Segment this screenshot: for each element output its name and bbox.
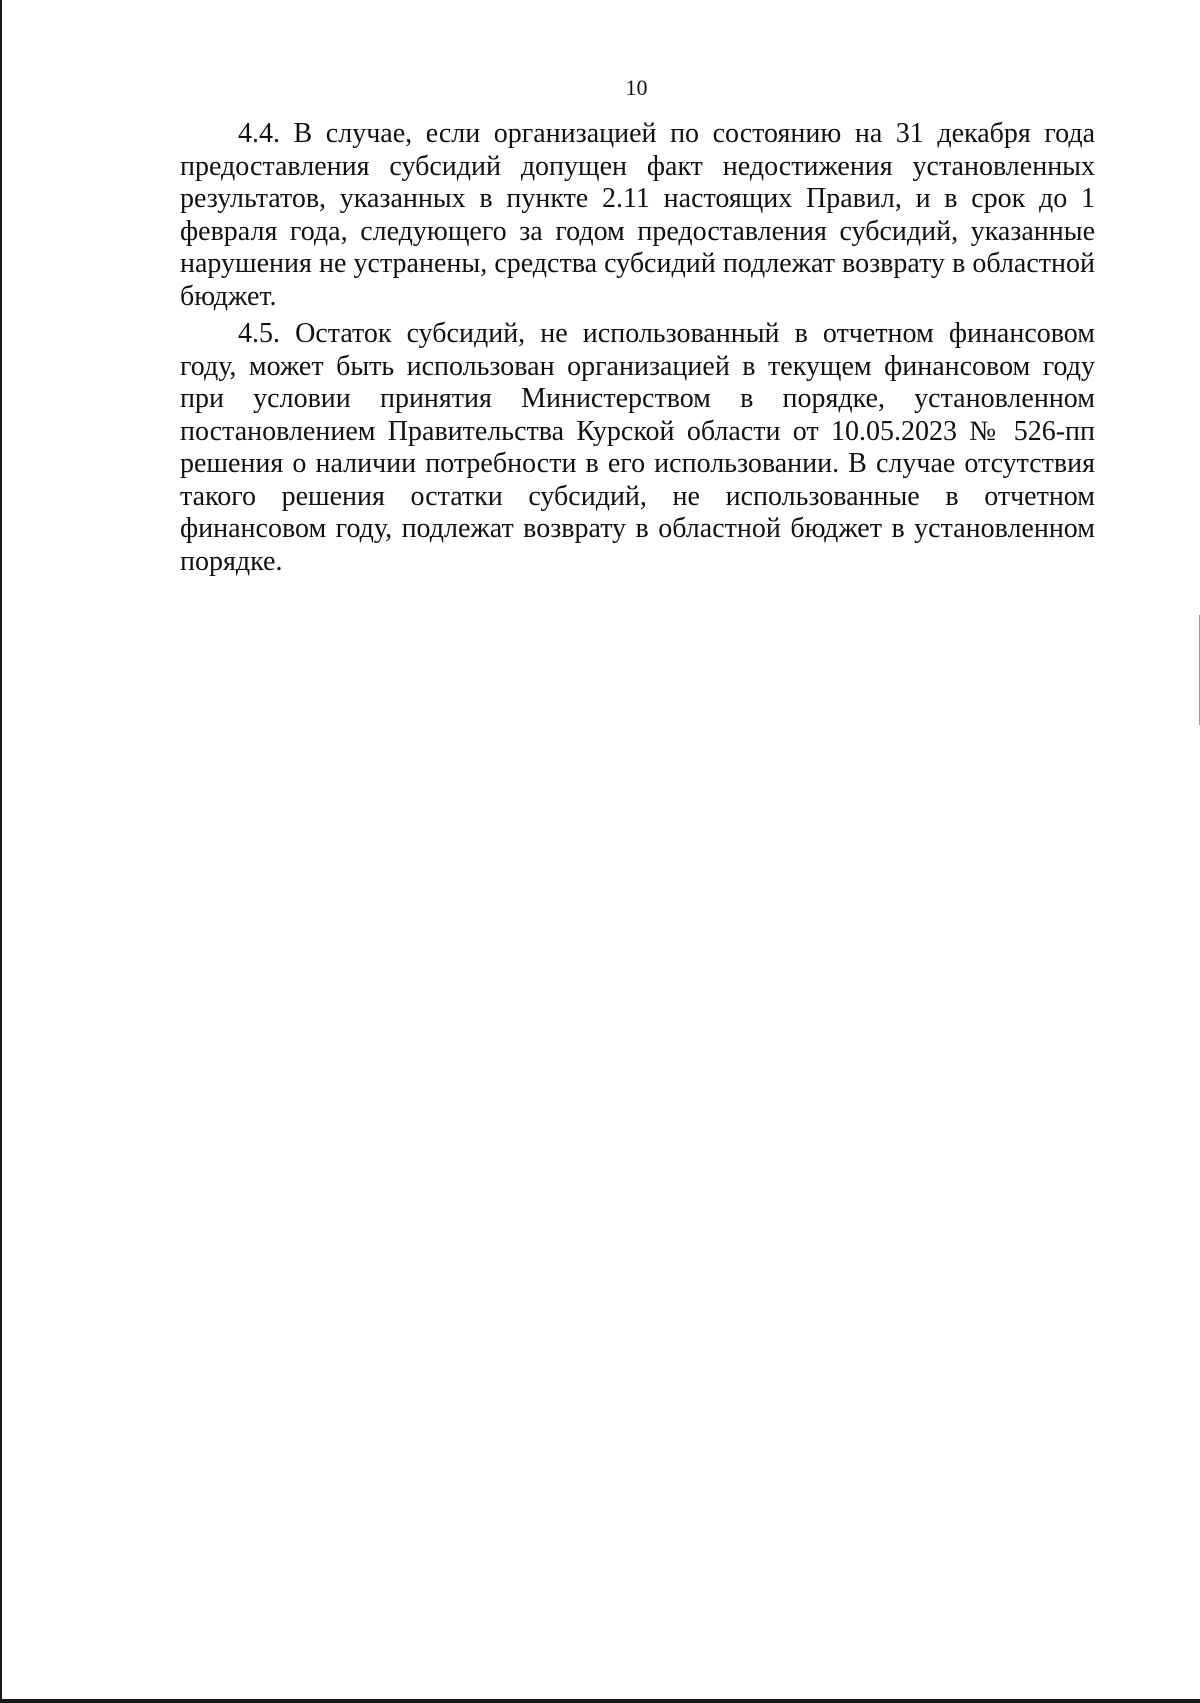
paragraph-4-5: 4.5. Остаток субсидий, не использованный в отчетном финансовом году, может быть использован организацией в текущем финансовом году при условии принятия Министерством в порядке, установленном постановлением Правительства Курской области от 10.05.2023 № 526-пп решения о наличии потребности в его использовании. В случае отсутствия такого решения остатки субсидий, не использованные в отчетном финансовом году, подлежат возврату в областной бюджет в установленном порядке. — [180, 318, 1095, 577]
paragraph-4-4: 4.4. В случае, если организацией по состоянию на 31 декабря года предоставления субсидий допущен факт недостижения установленных результатов, указанных в пункте 2.11 настоящих Правил, и в срок до 1 февраля года, следующего за годом предоставления субсидий, указанные нарушения не устранены, средства субсидий подлежат возврату в областной бюджет. — [180, 118, 1095, 312]
scan-edge-bottom — [0, 1699, 1200, 1703]
document-body — [180, 118, 1095, 583]
page-number: 10 — [625, 75, 648, 100]
scan-edge-left — [0, 0, 2, 1703]
